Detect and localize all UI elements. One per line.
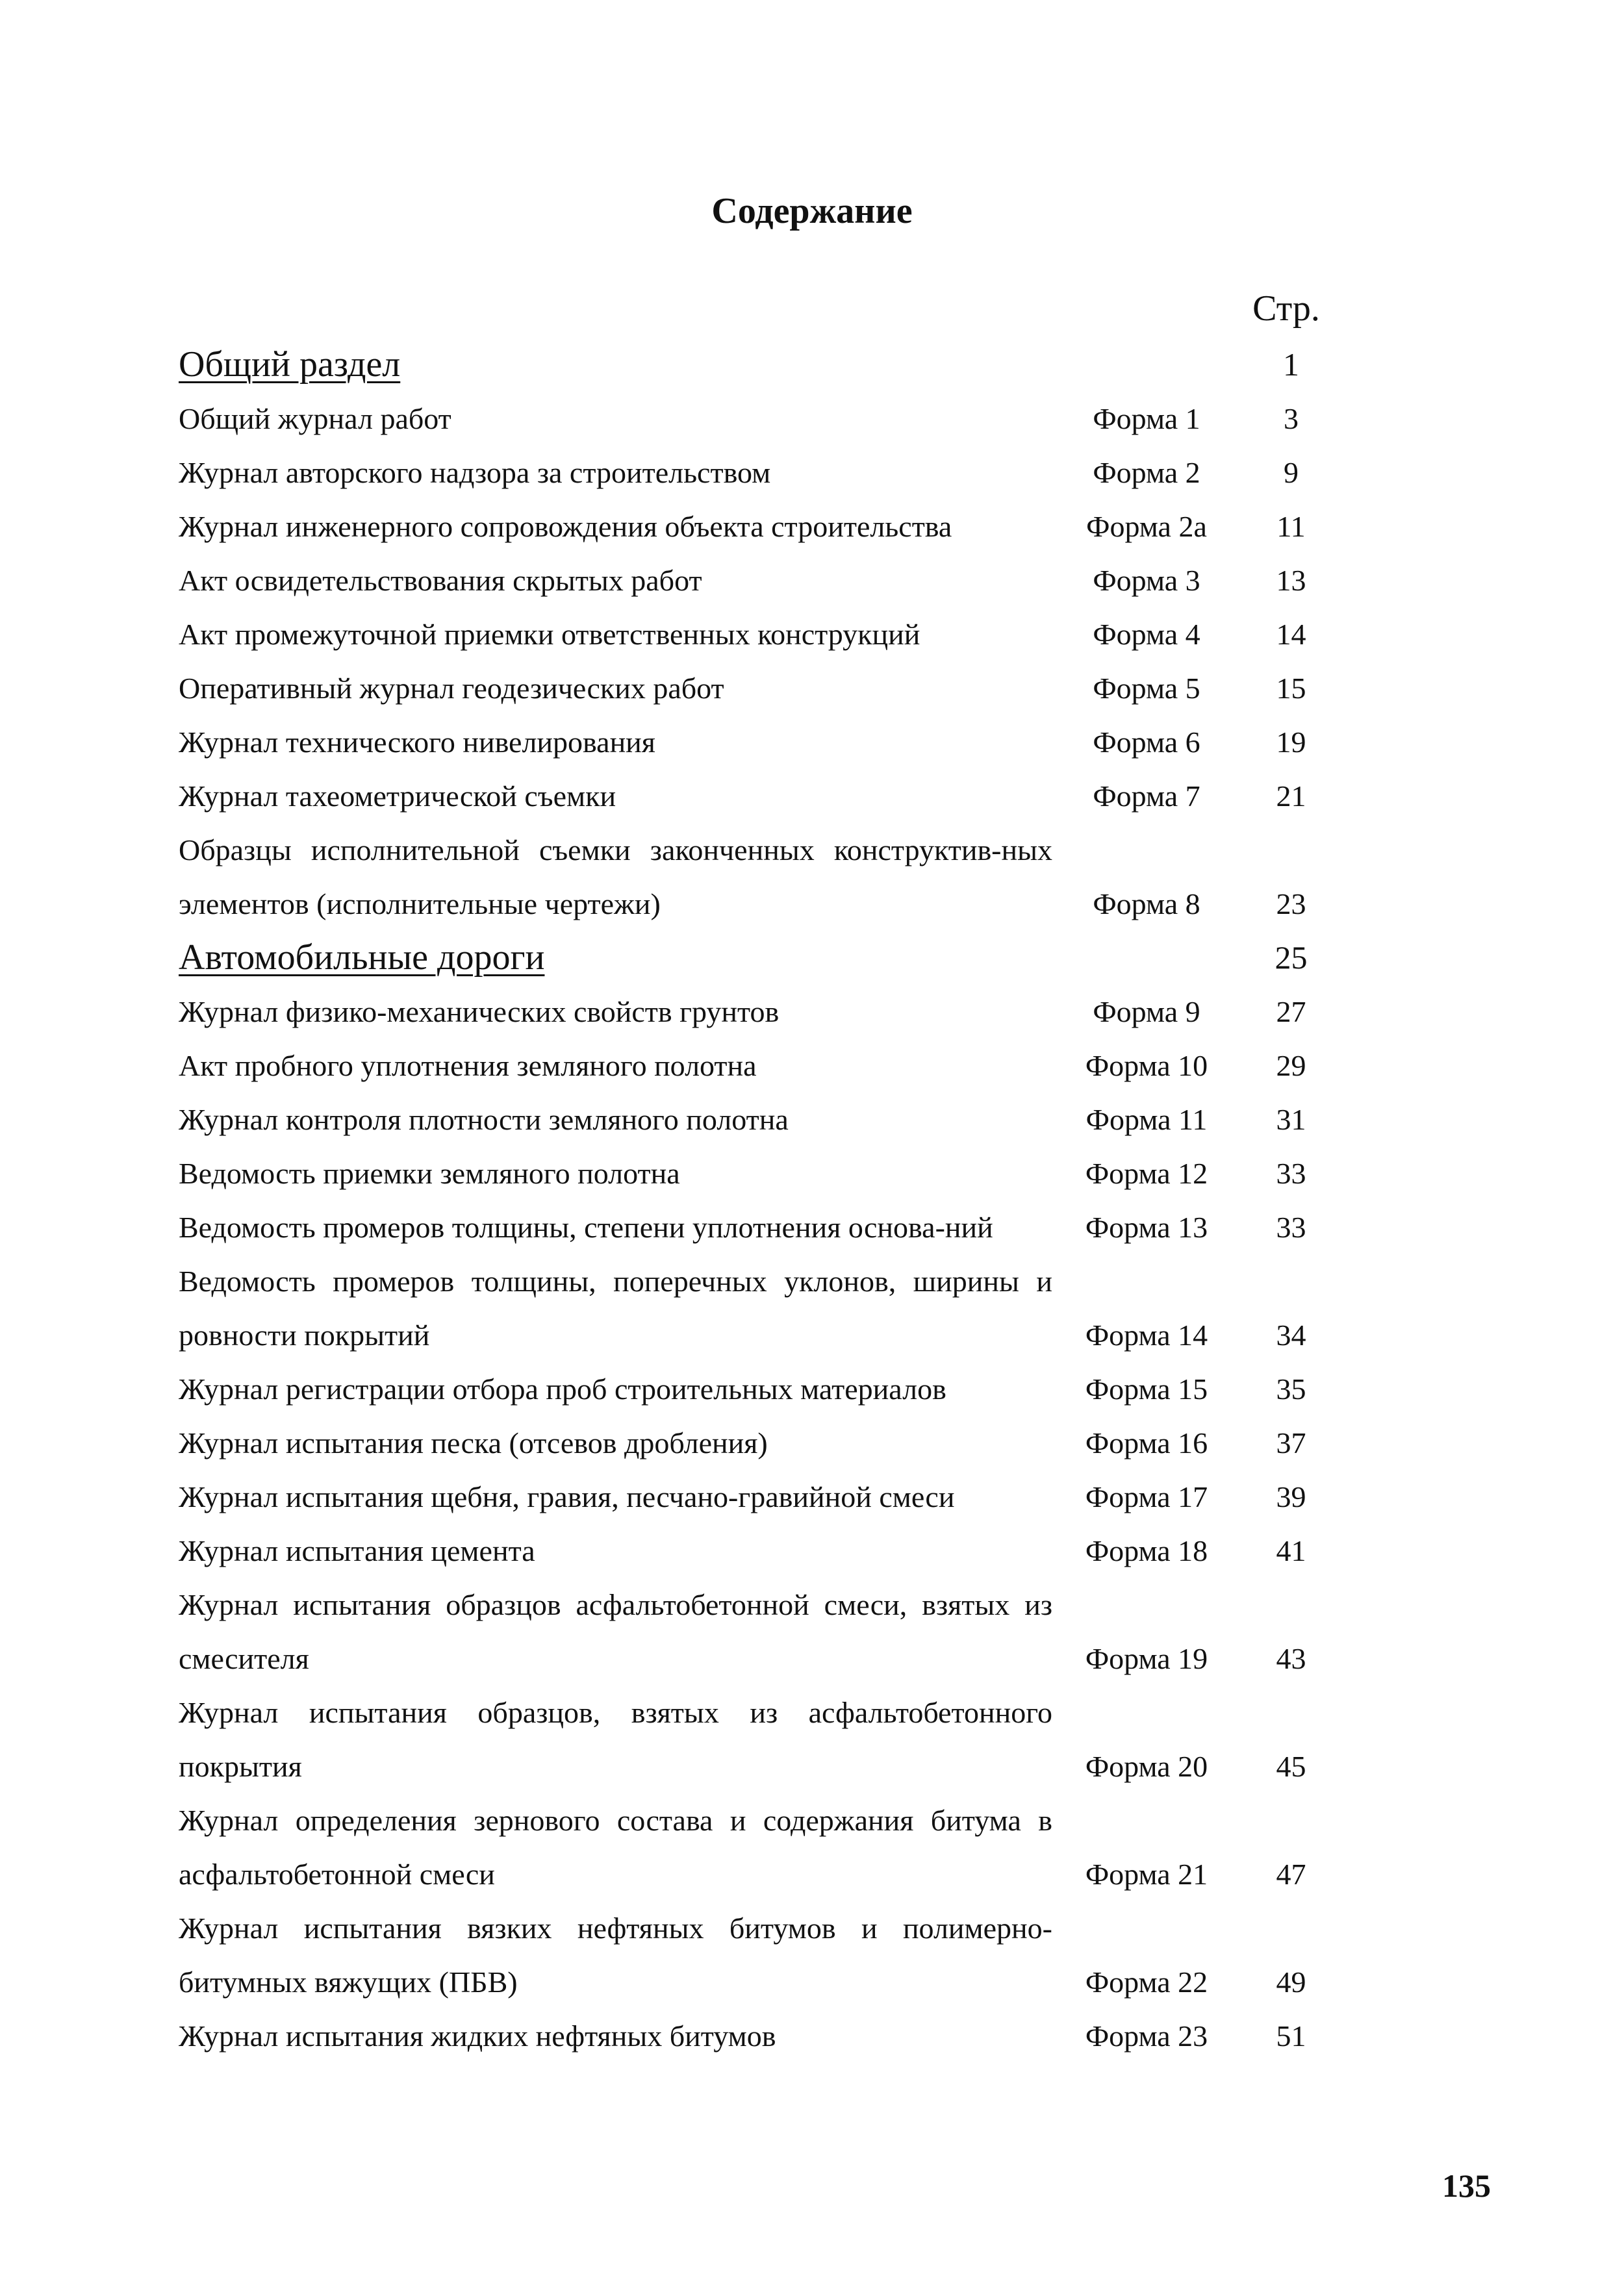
toc-entry — [179, 1039, 1341, 1093]
entry-page: 35 — [1276, 1372, 1306, 1406]
entry-page: 25 — [1275, 939, 1308, 976]
toc-entry — [179, 2009, 1341, 2063]
entry-page: 21 — [1276, 779, 1306, 813]
entry-form: Форма 22 — [1085, 1965, 1208, 1999]
entry-page: 13 — [1276, 564, 1306, 597]
entry-form: Форма 6 — [1093, 726, 1200, 759]
table-of-contents — [179, 338, 1341, 2063]
entry-form: Форма 2 — [1093, 456, 1200, 489]
entry-form: Форма 1 — [1093, 402, 1200, 435]
entry-page: 33 — [1276, 1157, 1306, 1190]
page-title: Содержание — [711, 191, 913, 231]
toc-entry — [179, 392, 1341, 446]
entry-form: Форма 21 — [1085, 1858, 1208, 1891]
entry-form: Форма 14 — [1085, 1319, 1208, 1352]
entry-title: Журнал контроля плотности земляного полотна — [179, 1103, 789, 1136]
entry-form: Форма 15 — [1085, 1372, 1208, 1406]
toc-entry — [179, 1254, 1341, 1362]
entry-form: Форма 2а — [1086, 510, 1207, 543]
entry-title: Журнал тахеометрической съемки — [179, 779, 616, 813]
toc-entry — [179, 499, 1341, 553]
entry-title: Журнал испытания щебня, гравия, песчано-гравийной смеси — [179, 1480, 955, 1513]
toc-entry — [179, 1578, 1341, 1686]
toc-entry — [179, 715, 1341, 769]
toc-entry — [179, 446, 1341, 499]
entry-title: Журнал авторского надзора за строительством — [179, 456, 771, 489]
toc-entry — [179, 769, 1341, 823]
entry-form: Форма 20 — [1085, 1750, 1208, 1783]
entry-form: Форма 16 — [1085, 1426, 1208, 1459]
toc-entry — [179, 1362, 1341, 1416]
entry-form: Форма 19 — [1085, 1642, 1208, 1675]
entry-page: 27 — [1276, 995, 1306, 1028]
page-number: 135 — [1442, 2167, 1491, 2204]
entry-page: 15 — [1276, 672, 1306, 705]
entry-form: Форма 10 — [1085, 1049, 1208, 1082]
entry-title: Оперативный журнал геодезических работ — [179, 672, 724, 705]
page-column-header: Стр. — [1252, 288, 1320, 329]
toc-entry — [179, 607, 1341, 661]
toc-entry — [179, 1901, 1341, 2009]
toc-entry — [179, 1470, 1341, 1524]
entry-title: Журнал физико-механических свойств грунтов — [179, 995, 780, 1028]
entry-form: Форма 12 — [1085, 1157, 1208, 1190]
entry-title: Журнал технического нивелирования — [179, 726, 655, 759]
entry-title: Журнал регистрации отбора проб строительных материалов — [179, 1372, 946, 1406]
toc-entry — [179, 1524, 1341, 1578]
entry-page: 41 — [1276, 1534, 1306, 1567]
toc-entry — [179, 1200, 1341, 1254]
entry-form: Форма 17 — [1085, 1480, 1208, 1513]
entry-page: 47 — [1276, 1858, 1306, 1891]
entry-title: Журнал определения зернового состава и содержания битума в асфальтобетонной смеси — [179, 1804, 1052, 1891]
entry-page: 33 — [1276, 1211, 1306, 1244]
toc-entry — [179, 823, 1341, 931]
toc-entry — [179, 1416, 1341, 1470]
entry-title: Ведомость промеров толщины, степени уплотнения основа-ний — [179, 1211, 993, 1244]
entry-page: 49 — [1276, 1965, 1306, 1999]
section-title: Автомобильные дороги — [179, 937, 545, 978]
toc-entry — [179, 1793, 1341, 1901]
entry-page: 11 — [1276, 510, 1306, 543]
entry-form: Форма 11 — [1085, 1103, 1208, 1136]
toc-section-heading — [179, 931, 1341, 985]
entry-form: Форма 13 — [1085, 1211, 1208, 1244]
toc-entry — [179, 1093, 1341, 1146]
entry-page: 23 — [1276, 887, 1306, 920]
entry-title: Журнал инженерного сопровождения объекта строительства — [179, 510, 952, 543]
toc-entry — [179, 1146, 1341, 1200]
entry-title: Журнал испытания образцов, взятых из асфальтобетонного покрытия — [179, 1696, 1052, 1783]
entry-title: Общий журнал работ — [179, 402, 451, 435]
entry-form: Форма 9 — [1093, 995, 1200, 1028]
entry-title: Журнал испытания цемента — [179, 1534, 535, 1567]
entry-form: Форма 5 — [1093, 672, 1200, 705]
entry-page: 34 — [1276, 1319, 1306, 1352]
entry-page: 39 — [1276, 1480, 1306, 1513]
entry-title: Журнал испытания вязких нефтяных битумов и полимерно-битумных вяжущих (ПБВ) — [179, 1912, 1052, 1999]
entry-page: 51 — [1276, 2019, 1306, 2053]
entry-title: Журнал испытания жидких нефтяных битумов — [179, 2019, 776, 2053]
entry-page: 31 — [1276, 1103, 1306, 1136]
entry-page: 43 — [1276, 1642, 1306, 1675]
entry-form: Форма 18 — [1085, 1534, 1208, 1567]
entry-form: Форма 3 — [1093, 564, 1200, 597]
entry-form: Форма 4 — [1093, 618, 1200, 651]
entry-title: Ведомость приемки земляного полотна — [179, 1157, 680, 1190]
entry-page: 9 — [1284, 456, 1299, 489]
entry-page: 19 — [1276, 726, 1306, 759]
toc-entry — [179, 1686, 1341, 1793]
entry-title: Акт промежуточной приемки ответственных конструкций — [179, 618, 920, 651]
entry-form: Форма 23 — [1085, 2019, 1208, 2053]
entry-page: 14 — [1276, 618, 1306, 651]
entry-title: Образцы исполнительной съемки законченных конструктив-ных элементов (исполнительные чертежи) — [179, 833, 1052, 920]
entry-title: Журнал испытания образцов асфальтобетонной смеси, взятых из смесителя — [179, 1588, 1052, 1675]
entry-page: 3 — [1284, 402, 1299, 435]
entry-page: 1 — [1283, 346, 1299, 383]
entry-form: Форма 7 — [1093, 779, 1200, 813]
toc-entry — [179, 553, 1341, 607]
toc-section-heading — [179, 338, 1341, 392]
entry-title: Журнал испытания песка (отсевов дробления) — [179, 1426, 768, 1459]
entry-title: Акт пробного уплотнения земляного полотна — [179, 1049, 757, 1082]
entry-page: 37 — [1276, 1426, 1306, 1459]
entry-page: 29 — [1276, 1049, 1306, 1082]
entry-title: Акт освидетельствования скрытых работ — [179, 564, 702, 597]
entry-title: Ведомость промеров толщины, поперечных уклонов, ширины и ровности покрытий — [179, 1265, 1052, 1352]
entry-form: Форма 8 — [1093, 887, 1200, 920]
toc-entry — [179, 661, 1341, 715]
entry-page: 45 — [1276, 1750, 1306, 1783]
section-title: Общий раздел — [179, 344, 401, 385]
toc-entry — [179, 985, 1341, 1039]
